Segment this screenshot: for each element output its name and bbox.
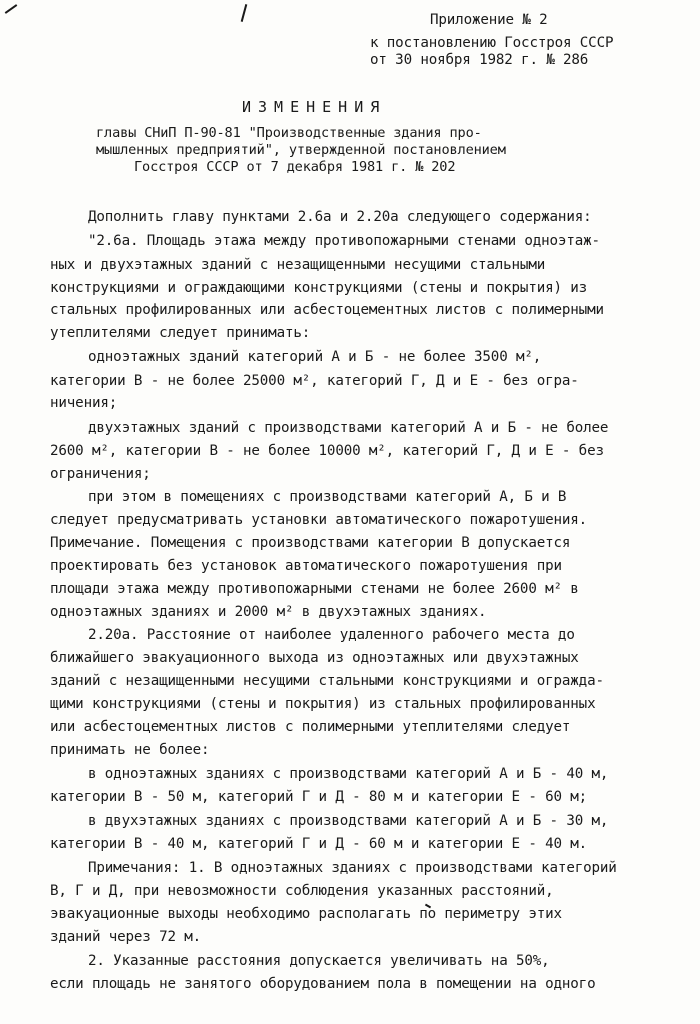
body-line: одноэтажных зданий категорий А и Б - не более 3500 м², — [88, 349, 542, 365]
body-line: ных и двухэтажных зданий с незащищенными несущими стальными — [50, 257, 546, 273]
body-line: 2600 м², категории В - не более 10000 м², категорий Г, Д и Е - без — [50, 443, 604, 459]
body-line: проектировать без установок автоматического пожаротушения при — [50, 558, 562, 574]
body-line: ограничения; — [50, 466, 151, 482]
body-line: В, Г и Д, при невозможности соблюдения указанных расстояний, — [50, 883, 554, 899]
body-line: категории В - 50 м, категорий Г и Д - 80 м и категории Е - 60 м; — [50, 789, 588, 805]
body-line: 2. Указанные расстояния допускается увеличивать на 50%, — [88, 953, 550, 969]
body-line: если площадь не занятого оборудованием пола в помещении на одного — [50, 976, 596, 992]
body-line: принимать не более: — [50, 742, 210, 758]
body-line: эвакуационные выходы необходимо располагать по периметру этих — [50, 906, 562, 922]
body-line: в одноэтажных зданиях с производствами категорий А и Б - 40 м, — [88, 766, 609, 782]
body-line: щими конструкциями (стены и покрытия) из стальных профилированных — [50, 696, 596, 712]
body-line: зданий с незащищенными несущими стальными конструкциями и огражда- — [50, 673, 604, 689]
resolution-date: от 30 ноября 1982 г. № 286 — [370, 52, 589, 68]
body-line: конструкциями и ограждающими конструкциями (стены и покрытия) из — [50, 280, 588, 296]
body-line: 2.20а. Расстояние от наиболее удаленного рабочего места до — [88, 627, 575, 643]
body-line: при этом в помещениях с производствами категорий А, Б и В — [88, 489, 567, 505]
appendix-number: Приложение № 2 — [430, 12, 548, 28]
body-line: площади этажа между противопожарными стенами не более 2600 м² в — [50, 581, 579, 597]
body-line: ничения; — [50, 395, 118, 411]
document-title: ИЗМЕНЕНИЯ — [242, 98, 387, 116]
body-line: "2.6а. Площадь этажа между противопожарными стенами одноэтаж- — [88, 233, 600, 249]
resolution-reference: к постановлению Госстроя СССР — [370, 35, 614, 51]
body-line: в двухэтажных зданиях с производствами категорий А и Б - 30 м, — [88, 813, 609, 829]
body-line: одноэтажных зданиях и 2000 м² в двухэтажных зданиях. — [50, 604, 487, 620]
body-line: или асбестоцементных листов с полимерными утеплителями следует — [50, 719, 571, 735]
body-line: категории В - не более 25000 м², категорий Г, Д и Е - без огра- — [50, 373, 579, 389]
top-stroke-mark — [241, 4, 248, 22]
body-line: ближайшего эвакуационного выхода из одноэтажных или двухэтажных — [50, 650, 579, 666]
body-line: зданий через 72 м. — [50, 929, 202, 945]
body-line: Дополнить главу пунктами 2.6а и 2.20а следующего содержания: — [88, 209, 592, 225]
body-line: следует предусматривать установки автоматического пожаротушения. — [50, 512, 588, 528]
corner-scribble-mark — [5, 4, 18, 14]
body-line: двухэтажных зданий с производствами категорий А и Б - не более — [88, 420, 609, 436]
title-subheading-3: Госстроя СССР от 7 декабря 1981 г. № 202 — [134, 159, 456, 175]
body-line: Примечания: 1. В одноэтажных зданиях с производствами категорий — [88, 860, 617, 876]
body-line: Примечание. Помещения с производствами категории В допускается — [50, 535, 571, 551]
body-line: категории В - 40 м, категорий Г и Д - 60 м и категории Е - 40 м. — [50, 836, 588, 852]
title-subheading-1: главы СНиП П-90-81 "Производственные здания про- — [96, 125, 482, 141]
body-line: утеплителями следует принимать: — [50, 325, 311, 341]
body-line: стальных профилированных или асбестоцементных листов с полимерными — [50, 302, 604, 318]
title-subheading-2: мышленных предприятий", утвержденной постановлением — [96, 142, 506, 158]
